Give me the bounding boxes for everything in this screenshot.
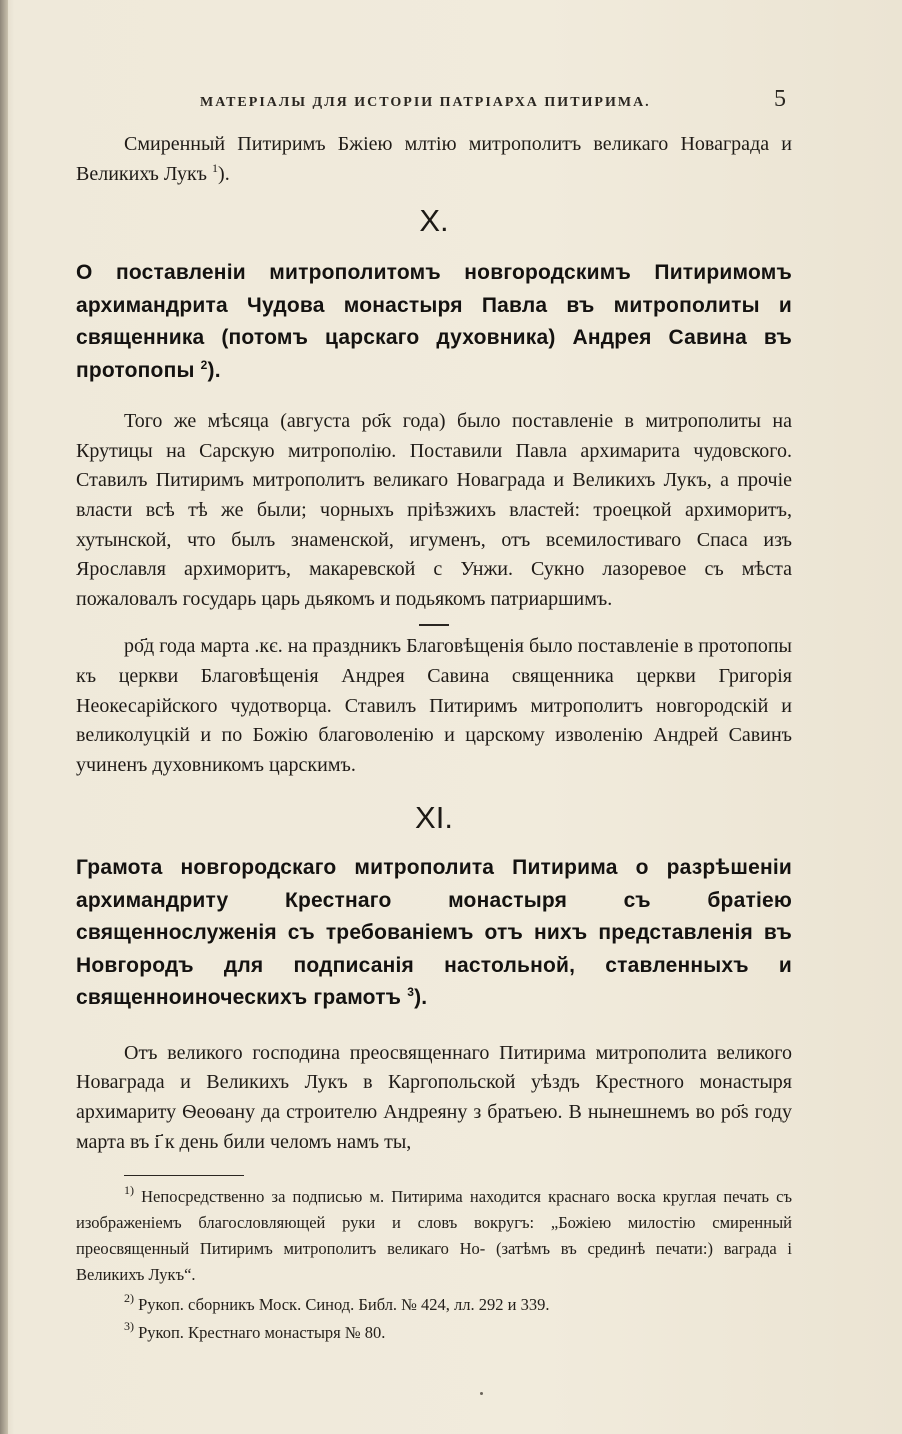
footnote-2-mark: 2) (124, 1291, 134, 1306)
intro-tail: ). (218, 162, 230, 185)
section-x-title-text: О поставленіи митрополитомъ новгородскимъ Питиримомъ архимандрита Чудова монастыря Павла въ митрополиты и священника (потомъ царскаго духовника) Андрея Савина въ протопопы (76, 261, 792, 382)
section-x-paragraph-1: Того же мѣсяца (августа ро҃к года) было поставленіе в митрополиты на Крутицы на Сарскую митрополію. Поставили Павла архимарита чудовского. Ставилъ Питиримъ митрополитъ великаго Новаграда и Великихъ Лукъ, а прочіе власти всѣ тѣ же были; чорныхъ пріѣзжихъ властей: троецкой архиморитъ, хутынской, что былъ знаменской, игуменъ, отъ всемилостиваго Спаса изъ Ярославля архиморитъ, макаревской с Унжи. Сукно лазоревое съ мѣста пожаловалъ государь царь дьякомъ и подьякомъ патриаршимъ. (76, 410, 792, 610)
footnote-1 (76, 1184, 792, 1288)
page-edge (0, 0, 8, 1434)
page-content (76, 124, 792, 1346)
section-xi-paragraph: Отъ великого господина преосвященнаго Питирима митрополита великого Новаграда и Великихъ Лукъ в Каргопольской уѣздъ Крестного монастыря архимариту Ѳеоѳану да строителю Андреяну з братьею. В нынешнемъ во ро҃ѕ году марта въ і҃ к день били челомъ намъ ты, (76, 1041, 792, 1153)
section-xi-title-tail: ). (414, 986, 428, 1010)
footnote-rule (124, 1175, 244, 1176)
section-x-paragraph-2: ро҃д года марта .кє. на праздникъ Благовѣщенія было поставленіе в протопопы къ церкви Благовѣщенія Андрея Савина священника церкви Григорія Неокесарійского чудотворца. Ставилъ Питиримъ митрополитъ новгородскій и великолуцкій и по Божію благоволенію и царскому изволенію Андрей Савинъ учиненъ духовникомъ царскимъ. (76, 635, 792, 776)
intro-text: Смиренный Питиримъ Бжіею млтію митрополитъ великаго Новаграда и Великихъ Лукъ (76, 133, 792, 185)
intro-paragraph (76, 130, 792, 189)
footnote-ref-3: 3 (407, 985, 415, 1000)
footnote-1-text: Непосредственно за подписью м. Питирима находится краснаго воска круглая печать съ изображеніемъ благословляющей руки и словъ вокругъ: „Божіею милостію смиренный преосвященный Питиримъ митрополитъ великаго Но- (затѣмъ въ срединѣ печати:) ваграда і Великихъ Лукъ“. (76, 1187, 792, 1285)
footnotes (76, 1184, 792, 1346)
page-number: 5 (774, 86, 786, 112)
footnote-3-text: Рукоп. Крестнаго монастыря № 80. (138, 1323, 386, 1343)
section-divider (419, 624, 449, 626)
footnote-ref-1: 1 (212, 160, 219, 175)
section-x-numeral: X. (419, 203, 449, 239)
section-xi-numeral: XI. (415, 800, 453, 836)
section-x-title-tail: ). (207, 358, 221, 382)
section-x-title (76, 257, 792, 387)
footnote-3 (76, 1320, 792, 1346)
paper-speck (480, 1392, 483, 1395)
footnote-1-mark: 1) (124, 1183, 134, 1198)
section-xi-title (76, 852, 792, 1015)
footnote-2-text: Рукоп. сборникъ Моск. Синод. Библ. № 424, лл. 292 и 339. (138, 1295, 550, 1315)
running-head: МАТЕРІАЛЫ ДЛЯ ИСТОРІИ ПАТРІАРХА ПИТИРИМА. (200, 95, 651, 110)
page-header (150, 86, 790, 113)
section-xi-title-text: Грамота новгородскаго митрополита Питирима о разрѣшеніи архимандриту Крестнаго монастыря съ братіею священнослуженія съ требованіемъ отъ нихъ представленія въ Новгородъ для подписанія настольной, ставленныхъ и священноиноческихъ грамотъ (76, 856, 792, 1010)
footnote-ref-2: 2 (200, 357, 208, 372)
footnote-3-mark: 3) (124, 1319, 134, 1334)
footnote-2 (76, 1292, 792, 1318)
